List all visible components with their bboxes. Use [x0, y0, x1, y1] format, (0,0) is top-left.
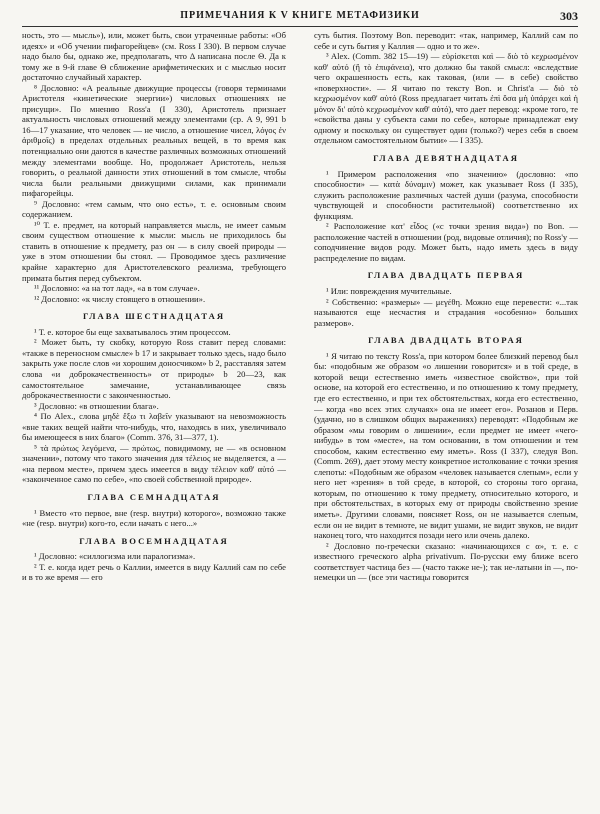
footnote: ³ Дословно: «в отношении блага». — [34, 400, 159, 411]
footnote: ² Собственно: «размеры» — μεγέθη. Можно еще перевести: «...так называются еще несчастия и страдания «особенно» больших размеров». — [314, 296, 578, 328]
footnote: ¹¹ Дословно: «а на тот лад», «а в том случае». — [34, 283, 200, 294]
running-title: ПРИМЕЧАНИЯ К V КНИГЕ МЕТАФИЗИКИ — [180, 10, 420, 21]
chapter-heading: ГЛАВА ДЕВЯТНАДЦАТАЯ — [373, 153, 519, 164]
footnote: ¹ Я читаю по тексту Ross'а, при котором более близкий перевод был бы: «подобным же образом «о лишении говорится» и в той среде, в которой вещи естественно иметь «известное свойство», при той основе, на которой его естественно, и по отношению к тому предмету, где его естественно, и при тех обстоятельствах, когда его естественно, — когда «во всех этих случаях» она не имеет его». Розанов и Перв. (удачно, но в слишком общих выражениях) переводят: «Подобным же образом «мы говорим о лишении», если предмет не имеет «чего-нибудь» в том «месте», на том основании, в том отношении и тем способом, каким естественно ему иметь». Ross (I 337), следуя Bon. (Comm. 269), дает этому месту конкретное истолкование с точки зрения слепоты: «Подобным же образом «человек называется слепым», если у него нет «зрения» в той среде, в которой, со стороны того органа, которым, по отношению к тому предмету, относительно которого, и при обстоятельствах, в которых ему от природы свойственно зрение иметь». Другими словами, поясняет Ross, он не называется слепым, если он не видит в темноте, не видит ушами, не видит звуков, не видит наконец того, что находится позади него или очень далеко. — [314, 350, 578, 541]
paragraph: ность, это — мысль»), или, может быть, свои утраченные работы: «Об идеях» и «Об учении пифагорейцев» (см. Ross I 330). В первом случае надо было бы, однако же, предполагать, что Δ написана после Θ. Да к тому же в 9-й главе Θ сближение арифметических и с мыслью носит достаточно случайный характер. — [22, 30, 286, 83]
footnote: ¹ Дословно: «силлогизма или паралогизма». — [34, 551, 196, 562]
chapter-heading: ГЛАВА ДВАДЦАТЬ ПЕРВАЯ — [367, 270, 525, 281]
footnote: ¹ Или: повреждения мучительные. — [326, 286, 452, 297]
left-column — [22, 30, 286, 806]
footnote: ² Дословно по-гречески сказано: «начинающихся с α», т. е. с известного греческого alpha privativum. По-русски ему ближе всего соответствует частица без — (часто также не-); так не-латыни in —, по-немецки un — (все эти частицы говорится — [314, 540, 578, 583]
chapter-heading: ГЛАВА ШЕСТНАДЦАТАЯ — [82, 311, 226, 322]
footnote: ⁵ τὰ πρώτως λεγόμενα, — πρώτως, повидимому, не — «в основном значении», потому что такого значения для τέλειος не выделяется, а — «на первом месте», причем здесь имеется в виду τέλειον καθ' αὑτό — «законченное само по себе», «по своей собственной природе». — [22, 442, 286, 485]
footnote: ² Т. е. когда идет речь о Каллии, имеется в виду Каллий сам по себе и в то же время — его — [22, 561, 286, 583]
page-header — [22, 10, 578, 27]
footnote: ¹ Примером расположения «по значению» (дословно: «по способности» — κατὰ δύναμιν) может, как указывает Ross (I 335), служить расположение различных частей души (разума, способности чувствующей и способности растительной) соответственно их функциям. — [314, 168, 578, 221]
chapter-heading: ГЛАВА СЕМНАДЦАТАЯ — [87, 491, 221, 502]
footnote: ¹ Т. е. которое бы еще захватывалось этим процессом. — [34, 326, 231, 337]
page-number: 303 — [560, 9, 578, 23]
footnote: ⁴ По Alex., слова μηδὲ ἔξω τι λαβεῖν указывают на невозможность «вне таких вещей найти что-нибудь, что, находясь в них, увеличивало бы имеющееся в них благо» (Comm. 376, 31—377, 1). — [22, 411, 286, 443]
footnote: ¹⁰ Т. е. предмет, на который направляется мысль, не имеет самым своим существом отношение к мысли: мысль не приходилось бы ставить в отношение к предмету, раз он — в силу своей природы — уже в этом отношении бы стоял. — Проводимое здесь различение крайне характерно для Аристотелевского реализма, требующего примата бытия перед субъектом. — [22, 219, 286, 283]
footnote: ² Может быть, ту скобку, которую Ross ставит перед словами: «также в переносном смысле» b 17 и закрывает только здесь, надо было закрыть уже после слов «и хорошим доносчиком» b 2, расставляя затем слова «и доброкачественность» от природы» b 20—23, как самостоятельное замечание, устанавливающее связь доброкачественности с законченностью. — [22, 337, 286, 401]
footnote: ³ Alex. (Comm. 382 15—19) — εὑρίσκεται καὶ — διὸ τὸ κεχρωσμένον καθ' αὑτό (ἢ τὸ ἐπιφάνεια), что должно бы такой смысл: «вследствие чего окрашенность есть, как таковая, (или — в себе) свойство «поверхности». — Я читаю по тексту Bon. и Christ'а — διὸ τὸ κεχρωσμένον καθ' αὑτό (Ross предлагает читать ἐπὶ ὅσα μὴ ὑπάρχει καὶ ἡ μόνον δι' αὐτὸ κεχρωσμένον καθ' αὑτό), что дает перевод: «кроме того, те «свойства даны у субъекта сами по себе», которые принадлежат ему одному и поскольку он существует один (только?) через себя в своем отдельном самостоятельном бытии» — I 335). — [314, 51, 578, 146]
right-column — [314, 30, 578, 806]
footnote: ² Расположение κατ' εἶδος («с точки зрения вида») по Bon. — расположение частей в отношении (род, видовые отличия); по Ross'у — соподчинение видов роду. Может быть, надо иметь здесь в виду распределение по видам. — [314, 221, 578, 263]
chapter-heading: ГЛАВА ДВАДЦАТЬ ВТОРАЯ — [368, 335, 524, 346]
footnote: ⁸ Дословно: «А реальные движущие процессы (говоря терминами Аристотеля «кинетические энергии») числовых отношениях не присущи». По мнению Ross'а (I 330), Аристотель признает актуальность числовых отношений между элементами (ср. А 9, 991 b 16—17 указание, что человек — не число, а отношение чисел, λόγος ἐν ἀριθμοῖς) в пределах отдельных реальных вещей, в то время как потенциально они даются в качестве различных возможных отношений между элементами вообще. Но, продолжает Аристотель, нельзя говорить, о реальной данности этих отношений в том смысле, чтобы числа были реальными движущими силами, как принимали пифагорейцы. — [22, 82, 286, 199]
footnote: ¹² Дословно: «к числу стоящего в отношении». — [34, 293, 206, 304]
footnote: ¹ Вместо «то первое, вне (resp. внутри) которого», возможно также «не (resp. внутри) кого-то, если начать с него...» — [22, 507, 286, 529]
footnote: ⁹ Дословно: «тем самым, что оно есть», т. е. основным своим содержанием. — [22, 198, 286, 220]
chapter-heading: ГЛАВА ВОСЕМНАДЦАТАЯ — [79, 535, 229, 546]
paragraph: суть бытия. Поэтому Bon. переводит: «так, например, Каллий сам по себе и суть бытия у Каллия — одно и то же». — [314, 30, 578, 51]
